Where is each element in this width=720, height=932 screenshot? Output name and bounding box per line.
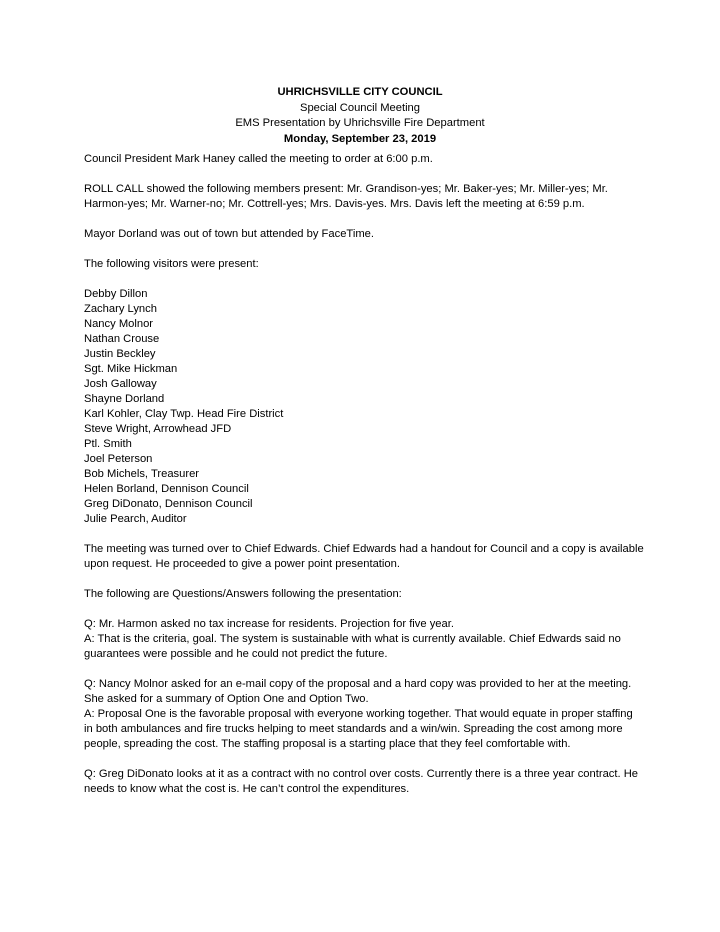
list-item: Zachary Lynch [84,303,157,315]
list-item: Greg DiDonato, Dennison Council [84,498,253,510]
org-title: UHRICHSVILLE CITY COUNCIL [277,86,443,98]
list-item: Julie Pearch, Auditor [84,513,187,525]
answer-2: A: Proposal One is the favorable proposal with everyone working together. That would equate in proper staffing in both ambulances and fire trucks helping to meet standards and a win/win. Spreading the cost among more people, spreading the cost. The staffing proposal is a starting place that they feel comfortable with. [84,708,633,750]
list-item: Shayne Dorland [84,393,165,405]
qa-intro: The following are Questions/Answers following the presentation: [84,588,402,600]
document-header [0,85,720,147]
list-item: Sgt. Mike Hickman [84,363,178,375]
question-2: Q: Nancy Molnor asked for an e-mail copy of the proposal and a hard copy was provided to her at the meeting. She asked for a summary of Option One and Option Two. [84,678,632,705]
turned-over-paragraph: The meeting was turned over to Chief Edwards. Chief Edwards had a handout for Council and a copy is available upon request. He proceeded to give a power point presentation. [84,543,644,570]
meeting-subject: EMS Presentation by Uhrichsville Fire Department [235,117,485,129]
meeting-type: Special Council Meeting [299,101,421,114]
visitors-list [84,287,644,527]
answer-1: A: That is the criteria, goal. The system is sustainable with what is currently available. Chief Edwards said no guarantees were possible and he could not predict the future. [84,633,621,660]
question-3: Q: Greg DiDonato looks at it as a contract with no control over costs. Currently there is a three year contract. He needs to know what the cost is. He can’t control the expenditures. [84,768,639,795]
list-item: Karl Kohler, Clay Twp. Head Fire District [84,408,284,420]
list-item: Joel Peterson [84,453,153,465]
list-item: Helen Borland, Dennison Council [84,483,249,495]
list-item: Nancy Molnor [84,318,154,330]
list-item: Josh Galloway [84,378,157,390]
list-item: Ptl. Smith [84,438,132,450]
roll-call-paragraph: ROLL CALL showed the following members present: Mr. Grandison-yes; Mr. Baker-yes; Mr. Miller-yes; Mr. Harmon-yes; Mr. Warner-no; Mr. Cottrell-yes; Mrs. Davis-yes. Mrs. Davis left the meeting at 6:59 p.m. [84,183,608,210]
document-body [84,152,644,797]
list-item: Justin Beckley [84,348,156,360]
call-to-order-paragraph: Council President Mark Haney called the meeting to order at 6:00 p.m. [84,153,433,165]
list-item: Bob Michels, Treasurer [84,468,200,480]
list-item: Nathan Crouse [84,333,160,345]
list-item: Steve Wright, Arrowhead JFD [84,423,232,435]
list-item: Debby Dillon [84,288,148,300]
meeting-date: Monday, September 23, 2019 [283,132,437,145]
mayor-paragraph: Mayor Dorland was out of town but attended by FaceTime. [84,228,374,240]
question-1: Q: Mr. Harmon asked no tax increase for residents. Projection for five year. [84,618,454,630]
visitors-intro: The following visitors were present: [84,258,259,270]
